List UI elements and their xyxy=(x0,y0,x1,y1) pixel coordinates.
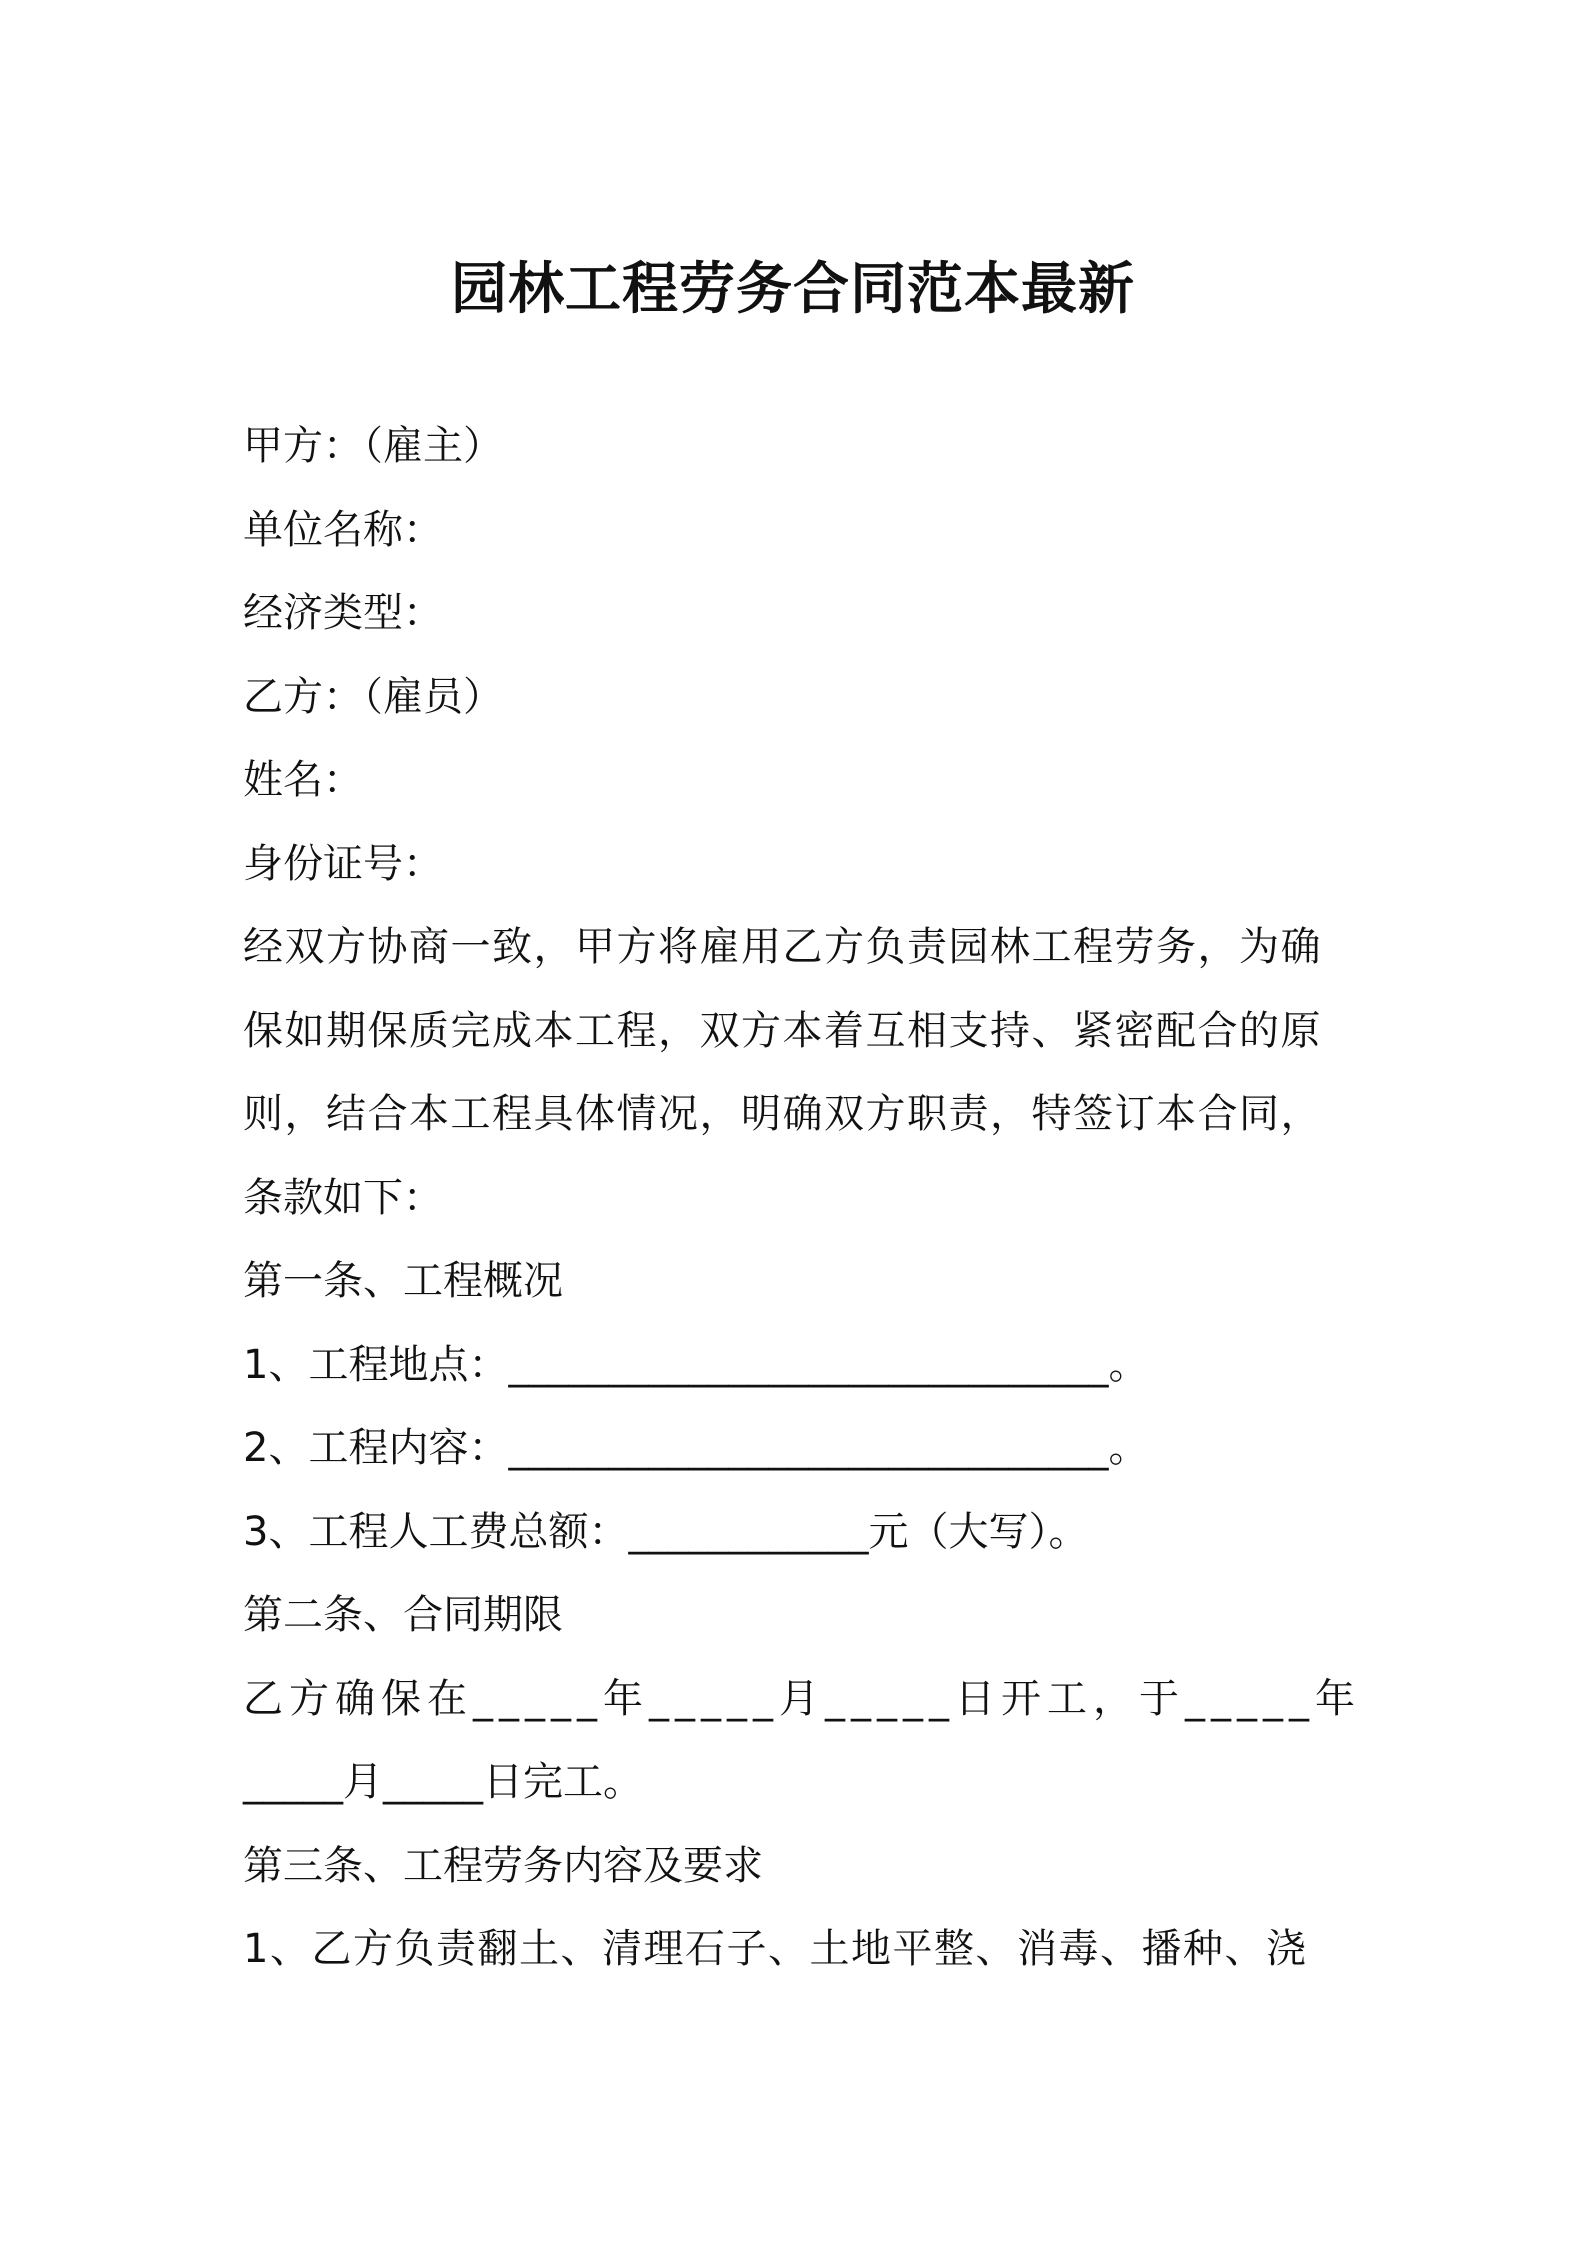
intro-paragraph-line: 经双方协商一致，甲方将雇用乙方负责园林工程劳务，为确 xyxy=(243,924,1322,970)
article-1-heading: 第一条、工程概况 xyxy=(243,1258,563,1304)
intro-paragraph-line: 则，结合本工程具体情况，明确双方职责，特签订本合同， xyxy=(243,1091,1322,1137)
project-content-line: 2、工程内容：______________________________。 xyxy=(243,1425,1149,1471)
intro-paragraph-line: 保如期保质完成本工程，双方本着互相支持、紧密配合的原 xyxy=(243,1007,1322,1054)
labor-cost-line: 3、工程人工费总额：____________元（大写）。 xyxy=(243,1508,1089,1555)
labor-content-line: 1、乙方负责翻土、清理石子、土地平整、消毒、播种、浇 xyxy=(243,1926,1308,1972)
unit-name-line: 单位名称： xyxy=(243,506,443,553)
article-2-heading: 第二条、合同期限 xyxy=(243,1592,563,1638)
intro-paragraph-line: 条款如下： xyxy=(243,1174,443,1221)
project-location-line: 1、工程地点：______________________________。 xyxy=(243,1341,1149,1388)
economic-type-line: 经济类型： xyxy=(243,590,443,636)
party-b-line: 乙方：（雇员） xyxy=(243,673,503,720)
document-title: 园林工程劳务合同范本最新 xyxy=(451,257,1135,322)
article-3-heading: 第三条、工程劳务内容及要求 xyxy=(243,1842,763,1889)
party-a-line: 甲方：（雇主） xyxy=(243,423,503,469)
document-body xyxy=(243,405,1361,1992)
name-line: 姓名： xyxy=(243,757,363,803)
contract-period-line: _____月_____日完工。 xyxy=(243,1759,643,1805)
id-number-line: 身份证号： xyxy=(243,840,443,887)
contract-period-line: 乙方确保在_____年_____月_____日开工，于_____年 xyxy=(243,1675,1361,1722)
